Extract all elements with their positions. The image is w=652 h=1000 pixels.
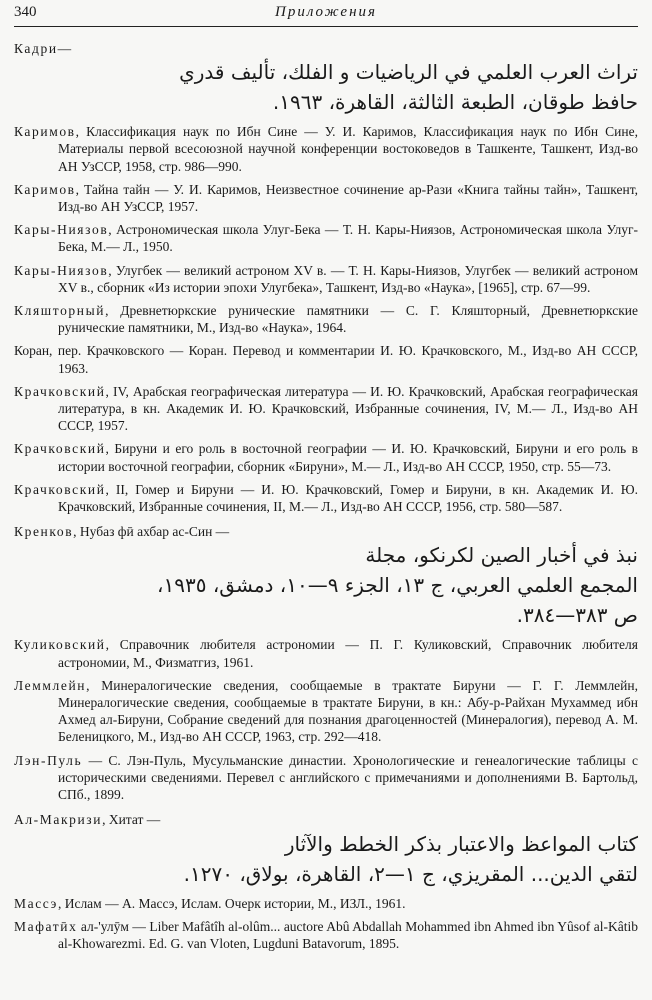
bibliography-entry bbox=[14, 811, 638, 888]
entry-author: Лэн-Пуль bbox=[14, 752, 83, 768]
entry-text: , Хитат — bbox=[102, 812, 161, 828]
bibliography-entry bbox=[14, 895, 638, 912]
arabic-text-line: تراث العرب العلمي في الرياضيات و الفلك، تأليف قدري bbox=[179, 60, 638, 85]
bibliography-entry bbox=[14, 181, 638, 215]
entry-text: ал-'улӯм — Liber Mafâtîh al-olûm... auctore Abû Abdallah Mohammed ibn Ahmed ibn Yûsof al-Kâtib al-Khowarezmi. Ed. G. van Vloten, Lugduni Batavorum, 1895. bbox=[58, 918, 638, 951]
bibliography-entry bbox=[14, 302, 638, 336]
page-header bbox=[14, 4, 638, 27]
entry-text: , Минералогические сведения, сообщаемые в трактате Бируни — Г. Г. Леммлейн, Минералогические сведения, сообщаемые в трактате Бируни, в кн.: Абу-р-Райхан Мухаммед ибн Ахмед ал-Бируни, Собрание сведений для познания драгоценностей (Минералогия), перевод А. М. Беленицкого, М., Изд-во АН СССР, 1963, стр. 292—418. bbox=[58, 677, 638, 745]
bibliography-entry bbox=[14, 221, 638, 255]
entry-author: Крачковский bbox=[14, 383, 106, 399]
entry-author: Ал-Макризи bbox=[14, 812, 103, 828]
entry-text: , Классификация наук по Ибн Сине — У. И. Каримов, Классификация наук по Ибн Сине, Материалы первой всесоюзной научной конференции востоковедов в Ташкенте, Ташкент, Изд-во АН УзССР, 1958, стр. 986—990. bbox=[58, 124, 638, 174]
entry-text: , II, Гомер и Бируни — И. Ю. Крачковский, Гомер и Бируни, в кн. Академик И. Ю. Крачковский, Избранные сочинения, II, М.— Л., Изд-во АН СССР, 1956, стр. 580—587. bbox=[58, 481, 638, 515]
bibliography-entry bbox=[14, 752, 638, 804]
entry-author: Массэ bbox=[14, 895, 58, 911]
bibliography-entry bbox=[14, 383, 638, 435]
entry-text: , IV, Арабская географическая литература — И. Ю. Крачковский, Арабская географическая литература, в кн. Академик И. Ю. Крачковский, Избранные сочинения, IV, М.— Л., Изд-во АН СССР, 1957. bbox=[58, 383, 638, 434]
bibliography-entry bbox=[14, 918, 638, 952]
entry-text: , Древнетюркские рунические памятники — С. Г. Кляшторный, Древнетюркские рунические памятники, М., Изд-во «Наука», 1964. bbox=[58, 303, 638, 336]
entry-author: Крачковский bbox=[14, 441, 106, 457]
entry-text: , Ислам — А. Массэ, Ислам. Очерк истории, М., ИЗЛ., 1961. bbox=[57, 895, 406, 911]
bibliography-entry bbox=[14, 262, 638, 296]
entry-author: Кадри bbox=[14, 41, 58, 56]
arabic-text-line: المجمع العلمي العربي، ج ١٣، الجزء ٩—١٠، دمشق، ١٩٣٥، bbox=[157, 573, 638, 598]
entry-text: , Справочник любителя астрономии — П. Г. Куликовский, Справочник любителя астрономии, М., Физматгиз, 1961. bbox=[58, 637, 638, 670]
entry-author: Кары-Ниязов bbox=[14, 262, 109, 278]
entry-text: , Улугбек — великий астроном XV в. — Т. Н. Кары-Ниязов, Улугбек — великий астроном XV в., сборник «Из истории эпохи Улугбека», Ташкент, Изд-во «Наука», [1965], стр. 67—99. bbox=[58, 262, 638, 295]
entry-text: , Тайна тайн — У. И. Каримов, Неизвестное сочинение ар-Рази «Книга тайны тайн», Ташкент, Изд-во АН УзССР, 1957. bbox=[58, 181, 638, 215]
entry-author: Крачковский bbox=[14, 481, 106, 497]
entry-author: Куликовский bbox=[14, 637, 106, 653]
entry-author: Кары-Ниязов bbox=[14, 222, 109, 238]
entry-author: Кренков bbox=[14, 524, 74, 540]
arabic-text-line: كتاب المواعظ والاعتبار بذكر الخطط والآثار bbox=[284, 831, 638, 856]
bibliography-list bbox=[14, 32, 638, 958]
arabic-text-line: لتقي الدين... المقريزي، ج ١—٢، القاهرة، بولاق، ١٢٧٠. bbox=[183, 861, 638, 886]
running-head: Приложения bbox=[274, 4, 377, 20]
bibliography-entry bbox=[14, 677, 638, 746]
entry-author: Каримов bbox=[14, 124, 76, 140]
page-number: 340 bbox=[14, 4, 37, 20]
bibliography-entry bbox=[14, 40, 638, 117]
entry-text: — С. Лэн-Пуль, Мусульманские династии. Хронологические и генеалогические таблицы с историческими сведениями. Перевел с английского с примечаниями и дополнениями В. Бартольд, СПб., 1899. bbox=[58, 752, 638, 803]
entry-author: Кляшторный bbox=[14, 303, 106, 319]
bibliography-entry bbox=[14, 481, 638, 515]
arabic-text-line: نبذ في أخبار الصين لكرنكو، مجلة bbox=[365, 543, 638, 568]
entry-text: , Астрономическая школа Улуг-Бека — Т. Н. Кары-Ниязов, Астрономическая школа Улуг-Бека, М.— Л., 1950. bbox=[58, 222, 638, 255]
entry-author: Мафатӣх bbox=[14, 918, 78, 934]
bibliography-entry bbox=[14, 636, 638, 670]
entry-author: Леммлейн bbox=[14, 677, 87, 693]
arabic-text-line: حافظ طوقان، الطبعة الثالثة، القاهرة، ١٩٦٣. bbox=[272, 90, 638, 115]
entry-text: , Нубаз фӣ ахбар ас-Син — bbox=[73, 524, 230, 540]
entry-text: Коран, пер. Крачковского — Коран. Перевод и комментарии И. Ю. Крачковского, М., Изд-во АН СССР, 1963. bbox=[14, 343, 638, 376]
bibliography-entry bbox=[14, 440, 638, 474]
entry-dash: — bbox=[57, 41, 72, 56]
bibliography-entry bbox=[14, 342, 638, 376]
arabic-text-line: ص ٣٨٣—٣٨٤. bbox=[516, 603, 638, 628]
bibliography-entry bbox=[14, 523, 638, 630]
entry-text: , Бируни и его роль в восточной географии — И. Ю. Крачковский, Бируни и его роль в истории восточной географии, сборник «Бируни», М.— Л., Изд-во АН СССР, 1950, стр. 55—73. bbox=[58, 441, 638, 474]
bibliography-entry bbox=[14, 123, 638, 175]
entry-author: Каримов bbox=[14, 181, 76, 197]
